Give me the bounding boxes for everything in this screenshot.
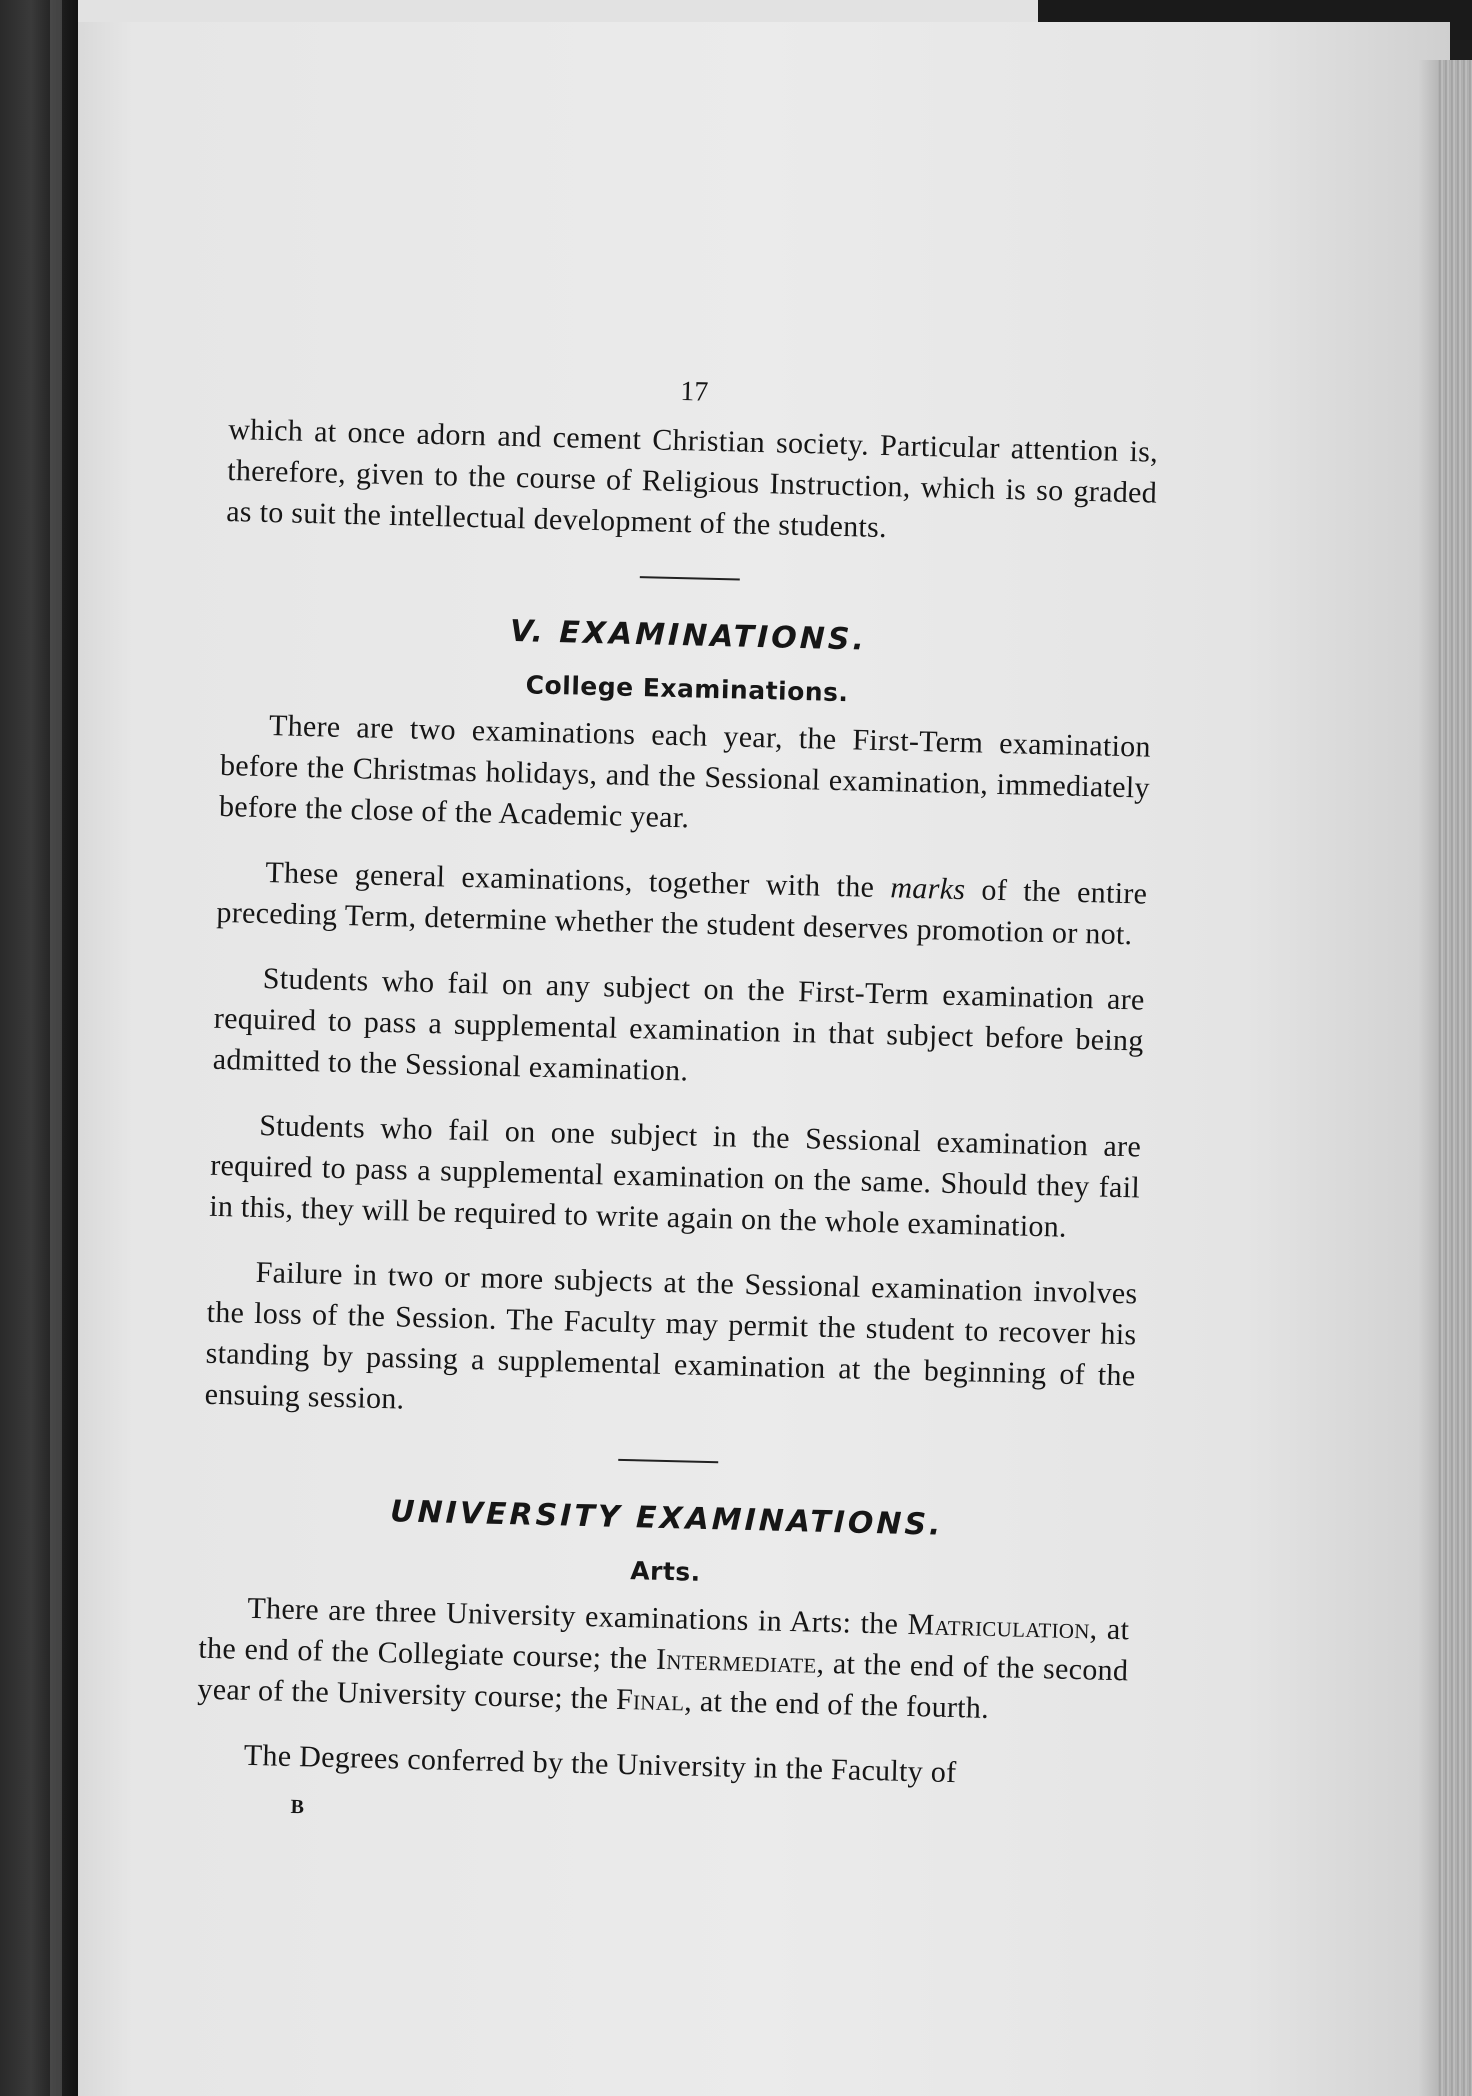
text-run: , at the end of the Collegiate course; the: [198, 1612, 1130, 1676]
paragraph-degrees: The Degrees conferred by the University in the Faculty of: [243, 1738, 957, 1790]
text-run: There are three University examinations in Arts: the: [247, 1591, 908, 1641]
section-heading-examinations: V. EXAMINATIONS.: [509, 613, 868, 658]
signature-mark: B: [290, 1795, 305, 1819]
opening-paragraph: which at once adorn and cement Christian society. Particular attention is, therefore, given to the course of Religious Instruction, which is so graded as to suit the intellectual development of the students.: [225, 412, 1159, 545]
subheading-arts: Arts.: [629, 1556, 702, 1587]
term-matriculation: Matriculation: [907, 1607, 1091, 1646]
paragraph-two-examinations: There are two examinations each year, the First-Term examination before the Christmas holidays, and the Sessional examination, immediately before the close of the Academic year.: [218, 709, 1152, 835]
page-stack-edges: [1438, 60, 1472, 2096]
page-text-block: [194, 360, 1160, 1848]
binding-gap: [50, 0, 62, 2096]
subheading-college-examinations: College Examinations.: [525, 670, 849, 708]
section-heading-university-examinations: UNIVERSITY EXAMINATIONS.: [389, 1494, 944, 1543]
paragraph-general-examinations: [216, 851, 1148, 956]
term-final: Final: [615, 1682, 685, 1718]
page-top-edge: [78, 0, 1038, 22]
text-run: These general examinations, together with the: [265, 856, 891, 905]
book-binding-left: [0, 0, 78, 2096]
italic-marks: marks: [890, 871, 966, 907]
text-run: of the entire preceding Term, determine whether the student deserves promotion or not.: [216, 873, 1148, 952]
paragraph-arts-examinations: [197, 1587, 1130, 1733]
paragraph-sessional-failure: Students who fail on one subject in the Sessional examination are required to pass a supplemental examination on the same. Should they fail in this, they will be required to write again on the whole examination.: [208, 1108, 1142, 1244]
term-intermediate: Intermediate: [655, 1642, 818, 1680]
paragraph-first-term-failure: Students who fail on any subject on the First-Term examination are required to pass a supplemental examination in that subject before being admitted to the Sessional examination.: [212, 961, 1146, 1088]
section-divider: [640, 576, 740, 580]
page-edge-shadow: [1418, 60, 1438, 2096]
text-run: , at the end of the fourth.: [684, 1684, 990, 1725]
text-run: , at the end of the second year of the University course; the: [197, 1646, 1129, 1716]
page-number: 17: [679, 376, 709, 408]
paragraph-loss-of-session: Failure in two or more subjects at the Sessional examination involves the loss of the Session. The Faculty may permit the student to recover his standing by passing a supplemental examination at the beginning of the ensuing session.: [204, 1255, 1138, 1416]
section-divider: [618, 1459, 718, 1463]
